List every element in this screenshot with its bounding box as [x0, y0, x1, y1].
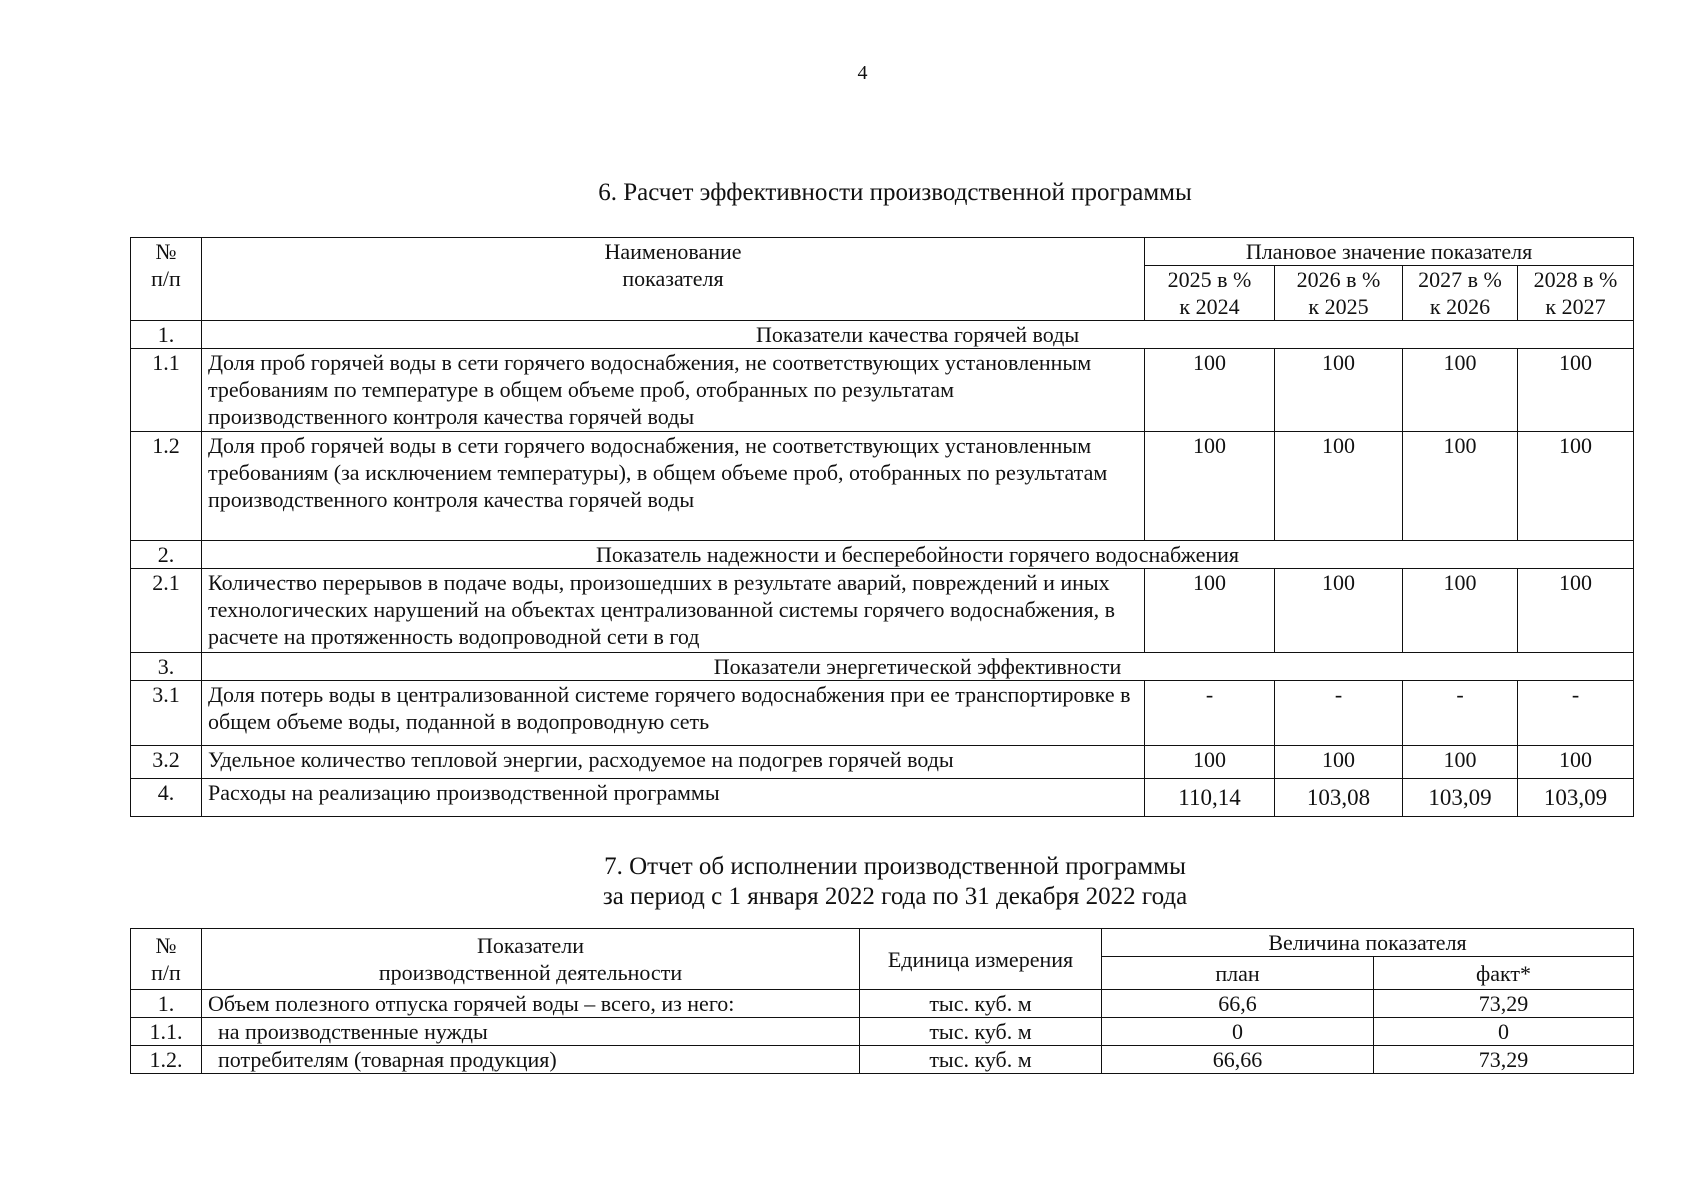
row-name: Расходы на реализацию производственной программы: [202, 779, 1145, 817]
header-name-line1: Показатели: [476, 933, 585, 958]
row-value: 100: [1403, 349, 1518, 432]
row-plan: 66,66: [1102, 1046, 1374, 1074]
year-line1: 2025 в %: [1167, 267, 1252, 292]
row-value: 100: [1145, 432, 1275, 541]
row-value: 103,09: [1403, 779, 1518, 817]
table-row: [131, 681, 1634, 746]
row-value: 100: [1403, 432, 1518, 541]
row-value: -: [1145, 681, 1275, 746]
table-row: [131, 653, 1634, 681]
year-line1: 2026 в %: [1296, 267, 1381, 292]
table-row: [131, 349, 1634, 432]
section-heading: Показатели качества горячей воды: [202, 321, 1634, 349]
row-num: 2.1: [131, 569, 202, 653]
row-num: 4.: [131, 779, 202, 817]
row-num: 1.2: [131, 432, 202, 541]
row-plan: 66,6: [1102, 990, 1374, 1018]
row-value: 100: [1145, 569, 1275, 653]
efficiency-table: [130, 237, 1634, 817]
row-num: 3.2: [131, 746, 202, 779]
row-name: Доля проб горячей воды в сети горячего водоснабжения, не соответствующих установленным требованиям по температуре в общем объеме проб, отобранных по результатам производственного контроля качества горячей воды: [202, 349, 1145, 432]
header-name-line2: показателя: [622, 266, 724, 291]
row-num: 2.: [131, 541, 202, 569]
header-year-2025: [1145, 266, 1275, 321]
row-num: 3.: [131, 653, 202, 681]
table-row: [131, 432, 1634, 541]
header-name-line2: производственной деятельности: [378, 960, 683, 985]
row-plan: 0: [1102, 1018, 1374, 1046]
row-value: 100: [1275, 569, 1403, 653]
row-value: 100: [1275, 746, 1403, 779]
row-name: потребителям (товарная продукция): [202, 1046, 860, 1074]
header-plan: план: [1102, 957, 1374, 990]
header-num-line1: №: [155, 933, 177, 958]
header-num-line1: №: [155, 239, 177, 264]
row-value: 100: [1275, 432, 1403, 541]
table-row: [131, 569, 1634, 653]
page-number: 4: [857, 62, 868, 84]
row-name: на производственные нужды: [202, 1018, 860, 1046]
section-7-title-line2: за период с 1 января 2022 года по 31 декабря 2022 года: [602, 883, 1188, 910]
year-line2: к 2024: [1179, 294, 1240, 319]
row-name: Доля проб горячей воды в сети горячего водоснабжения, не соответствующих установленным требованиям (за исключением температуры), в общем объеме проб, отобранных по результатам производственного контроля качества горячей воды: [202, 432, 1145, 541]
table-row: [131, 1046, 1634, 1074]
table-row: [131, 541, 1634, 569]
header-num: [131, 238, 202, 321]
section-7-title: [0, 852, 1693, 912]
year-line1: 2027 в %: [1418, 267, 1502, 292]
section-heading: Показатель надежности и бесперебойности горячего водоснабжения: [202, 541, 1634, 569]
row-value: 100: [1403, 746, 1518, 779]
table-row: [131, 990, 1634, 1018]
header-year-2026: [1275, 266, 1403, 321]
header-name-line1: Наименование: [604, 239, 742, 264]
table-row: [131, 779, 1634, 817]
row-value: 100: [1403, 569, 1518, 653]
header-num-line2: п/п: [151, 960, 181, 985]
year-line1: 2028 в %: [1533, 267, 1618, 292]
row-unit: тыс. куб. м: [860, 1046, 1102, 1074]
header-planned: Плановое значение показателя: [1145, 238, 1634, 266]
header-num: [131, 929, 202, 990]
header-name: [202, 238, 1145, 321]
row-fact: 73,29: [1374, 990, 1634, 1018]
section-7-title-line1: 7. Отчет об исполнении производственной программы: [604, 853, 1186, 880]
row-value: 110,14: [1145, 779, 1275, 817]
row-num: 3.1: [131, 681, 202, 746]
row-value: 100: [1518, 569, 1634, 653]
header-name: [202, 929, 860, 990]
row-name: Объем полезного отпуска горячей воды – всего, из него:: [202, 990, 860, 1018]
row-value: 103,08: [1275, 779, 1403, 817]
row-value: -: [1403, 681, 1518, 746]
year-line2: к 2025: [1308, 294, 1369, 319]
row-value: 100: [1275, 349, 1403, 432]
year-line2: к 2026: [1429, 294, 1491, 319]
row-num: 1.1.: [131, 1018, 202, 1046]
row-unit: тыс. куб. м: [860, 1018, 1102, 1046]
header-fact: факт*: [1374, 957, 1634, 990]
row-value: -: [1275, 681, 1403, 746]
row-value: 100: [1145, 746, 1275, 779]
table-row: [131, 321, 1634, 349]
row-num: 1.2.: [131, 1046, 202, 1074]
row-value: 100: [1145, 349, 1275, 432]
section-heading: Показатели энергетической эффективности: [202, 653, 1634, 681]
row-value: 103,09: [1518, 779, 1634, 817]
header-year-2027: [1403, 266, 1518, 321]
execution-report-table: [130, 928, 1634, 1074]
row-unit: тыс. куб. м: [860, 990, 1102, 1018]
row-num: 1.1: [131, 349, 202, 432]
header-unit: Единица измерения: [860, 929, 1102, 990]
row-value: 100: [1518, 349, 1634, 432]
section-6-title: 6. Расчет эффективности производственной программы: [598, 179, 1192, 206]
row-fact: 73,29: [1374, 1046, 1634, 1074]
header-year-2028: [1518, 266, 1634, 321]
row-num: 1.: [131, 990, 202, 1018]
row-value: 100: [1518, 746, 1634, 779]
row-fact: 0: [1374, 1018, 1634, 1046]
row-name: Количество перерывов в подаче воды, произошедших в результате аварий, повреждений и иных технологических нарушений на объектах централизованной системы горячего водоснабжения, в расчете на протяженность водопроводной сети в год: [202, 569, 1145, 653]
row-num: 1.: [131, 321, 202, 349]
header-num-line2: п/п: [151, 266, 181, 291]
row-value: -: [1518, 681, 1634, 746]
year-line2: к 2027: [1545, 294, 1606, 319]
row-value: 100: [1518, 432, 1634, 541]
table-row: [131, 746, 1634, 779]
row-name: Удельное количество тепловой энергии, расходуемое на подогрев горячей воды: [202, 746, 1145, 779]
row-name: Доля потерь воды в централизованной системе горячего водоснабжения при ее транспортировке в общем объеме воды, поданной в водопроводную сеть: [202, 681, 1145, 746]
table-row: [131, 1018, 1634, 1046]
header-value: Величина показателя: [1102, 929, 1634, 957]
